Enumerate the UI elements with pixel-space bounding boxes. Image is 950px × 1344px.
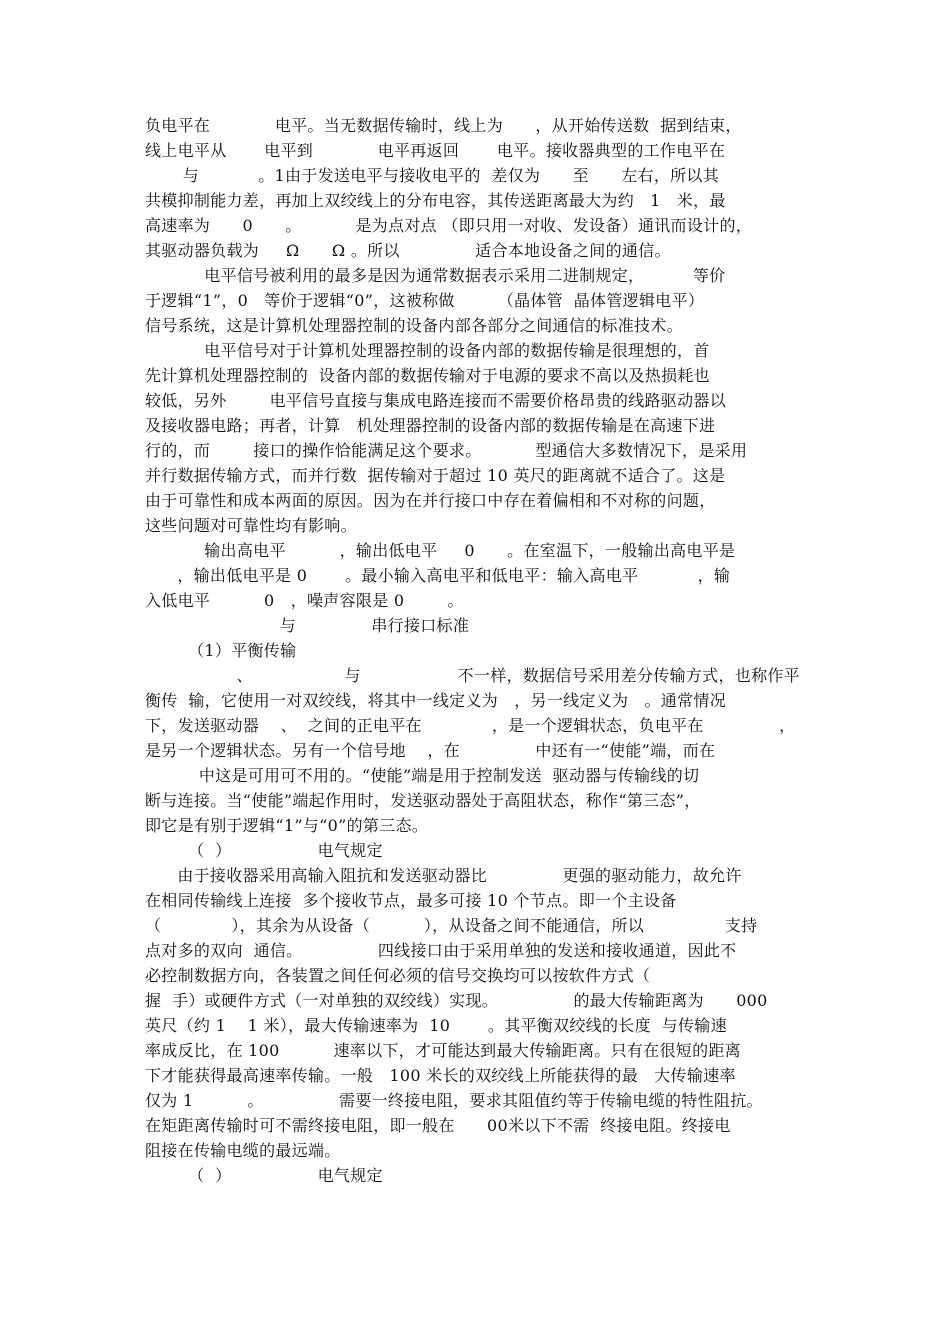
text-line: 中这是可用可不用的。“使能”端是用于控制发送 驱动器与传输线的切 — [145, 766, 700, 785]
text-line: 下，发送驱动器 、 之间的正电平在 ，是一个逻辑状态，负电平在 ， — [145, 716, 796, 735]
text-line: 信号系统，这是计算机处理器控制的设备内部各部分之间通信的标准技术。 — [145, 316, 683, 335]
text-line: 电平信号被利用的最多是因为通常数据表示采用二进制规定， 等价 — [145, 266, 726, 285]
text-line: 线上电平从 电平到 电平再返回 电平。接收器典型的工作电平在 — [145, 141, 726, 160]
text-line: 高速率为 0 。 是为点对点 （即只用一对收、发设备）通讯而设计的， — [145, 216, 753, 235]
subsection-heading: （ ） 电气规定 — [145, 841, 383, 860]
text-line: 并行数据传输方式，而并行数 据传输对于超过 10 英尺的距离就不适合了。这是 — [145, 466, 726, 485]
subsection-heading: （ ） 电气规定 — [145, 1166, 383, 1185]
text-line: 点对多的双向 通信。 四线接口由于采用单独的发送和接收通道，因此不 — [145, 941, 737, 960]
text-line: 是另一个逻辑状态。另有一个信号地 ，在 中还有一“使能”端，而在 — [145, 741, 716, 760]
text-line: 电平信号对于计算机处理器控制的设备内部的数据传输是很理想的，首 — [145, 341, 710, 360]
text-line: 与 。1由于发送电平与接收电平的 差仅为 至 左右，所以其 — [145, 166, 720, 185]
text-line: 共模抑制能力差，再加上双绞线上的分布电容，其传送距离最大为约 1 米，最 — [145, 191, 726, 210]
text-line: 在相同传输线上连接 多个接收节点，最多可接 10 个节点。即一个主设备 — [145, 891, 677, 910]
subsection-heading: （1）平衡传输 — [145, 641, 297, 660]
text-line: 断与连接。当“使能”端起作用时，发送驱动器处于高阻状态，称作“第三态”， — [145, 791, 701, 810]
text-line: 、 与 不一样，数据信号采用差分传输方式，也称作平 — [145, 666, 800, 685]
text-line: 先计算机处理器控制的 设备内部的数据传输对于电源的要求不高以及热损耗也 — [145, 366, 710, 385]
text-line: 阻接在传输电缆的最远端。 — [145, 1141, 341, 1160]
text-line: 必控制数据方向，各装置之间任何必须的信号交换均可以按软件方式（ — [145, 966, 651, 985]
text-line: 率成反比，在 100 速率以下，才可能达到最大传输距离。只有在很短的距离 — [145, 1041, 741, 1060]
text-line: 于逻辑“1”，0 等价于逻辑“0”，这被称做 （晶体管 晶体管逻辑电平） — [145, 291, 705, 310]
text-line: 这些问题对可靠性均有影响。 — [145, 516, 357, 535]
text-line: 在矩距离传输时可不需终接电阻，即一般在 00米以下不需 终接电阻。终接电 — [145, 1116, 731, 1135]
text-line: （ ），其余为从设备（ ），从设备之间不能通信，所以 支持 — [145, 916, 758, 935]
text-line: 仅为 1 。 需要一终接电阻，要求其阻值约等于传输电缆的特性阻抗。 — [145, 1091, 763, 1110]
text-line: 即它是有别于逻辑“1”与“0”的第三态。 — [145, 816, 429, 835]
text-line: 较低，另外 电平信号直接与集成电路连接而不需要价格昂贵的线路驱动器以 — [145, 391, 726, 410]
text-line: 衡传 输，它使用一对双绞线，将其中一线定义为 ，另一线定义为 。通常情况 — [145, 691, 726, 710]
text-line: 由于可靠性和成本两面的原因。因为在并行接口中存在着偏相和不对称的问题， — [145, 491, 716, 510]
text-line: ，输出低电平是 0 。最小输入高电平和低电平：输入高电平 ，输 — [145, 566, 731, 585]
text-line: 行的，而 接口的操作恰能满足这个要求。 型通信大多数情况下，是采用 — [145, 441, 748, 460]
text-line: 输出高电平 ，输出低电平 0 。在室温下，一般输出高电平是 — [145, 541, 736, 560]
text-line: 英尺（约 1 1 米），最大传输速率为 10 。其平衡双绞线的长度 与传输速 — [145, 1016, 727, 1035]
section-heading: 与 串行接口标准 — [145, 616, 470, 635]
text-line: 其驱动器负载为 Ω Ω 。所以 适合本地设备之间的通信。 — [145, 241, 671, 260]
text-line: 握 手）或硬件方式（一对单独的双绞线）实现。 的最大传输距离为 000 — [145, 991, 768, 1010]
text-line: 负电平在 电平。当无数据传输时，线上为 ，从开始传送数 据到结束， — [145, 116, 742, 135]
text-line: 及接收器电路；再者，计算 机处理器控制的设备内部的数据传输是在高速下进 — [145, 416, 716, 435]
text-line: 下才能获得最高速率传输。一般 100 米长的双绞线上所能获得的最 大传输速率 — [145, 1066, 736, 1085]
text-line: 由于接收器采用高输入阻抗和发送驱动器比 更强的驱动能力，故允许 — [145, 866, 742, 885]
text-line: 入低电平 0 ，噪声容限是 0 。 — [145, 591, 464, 610]
